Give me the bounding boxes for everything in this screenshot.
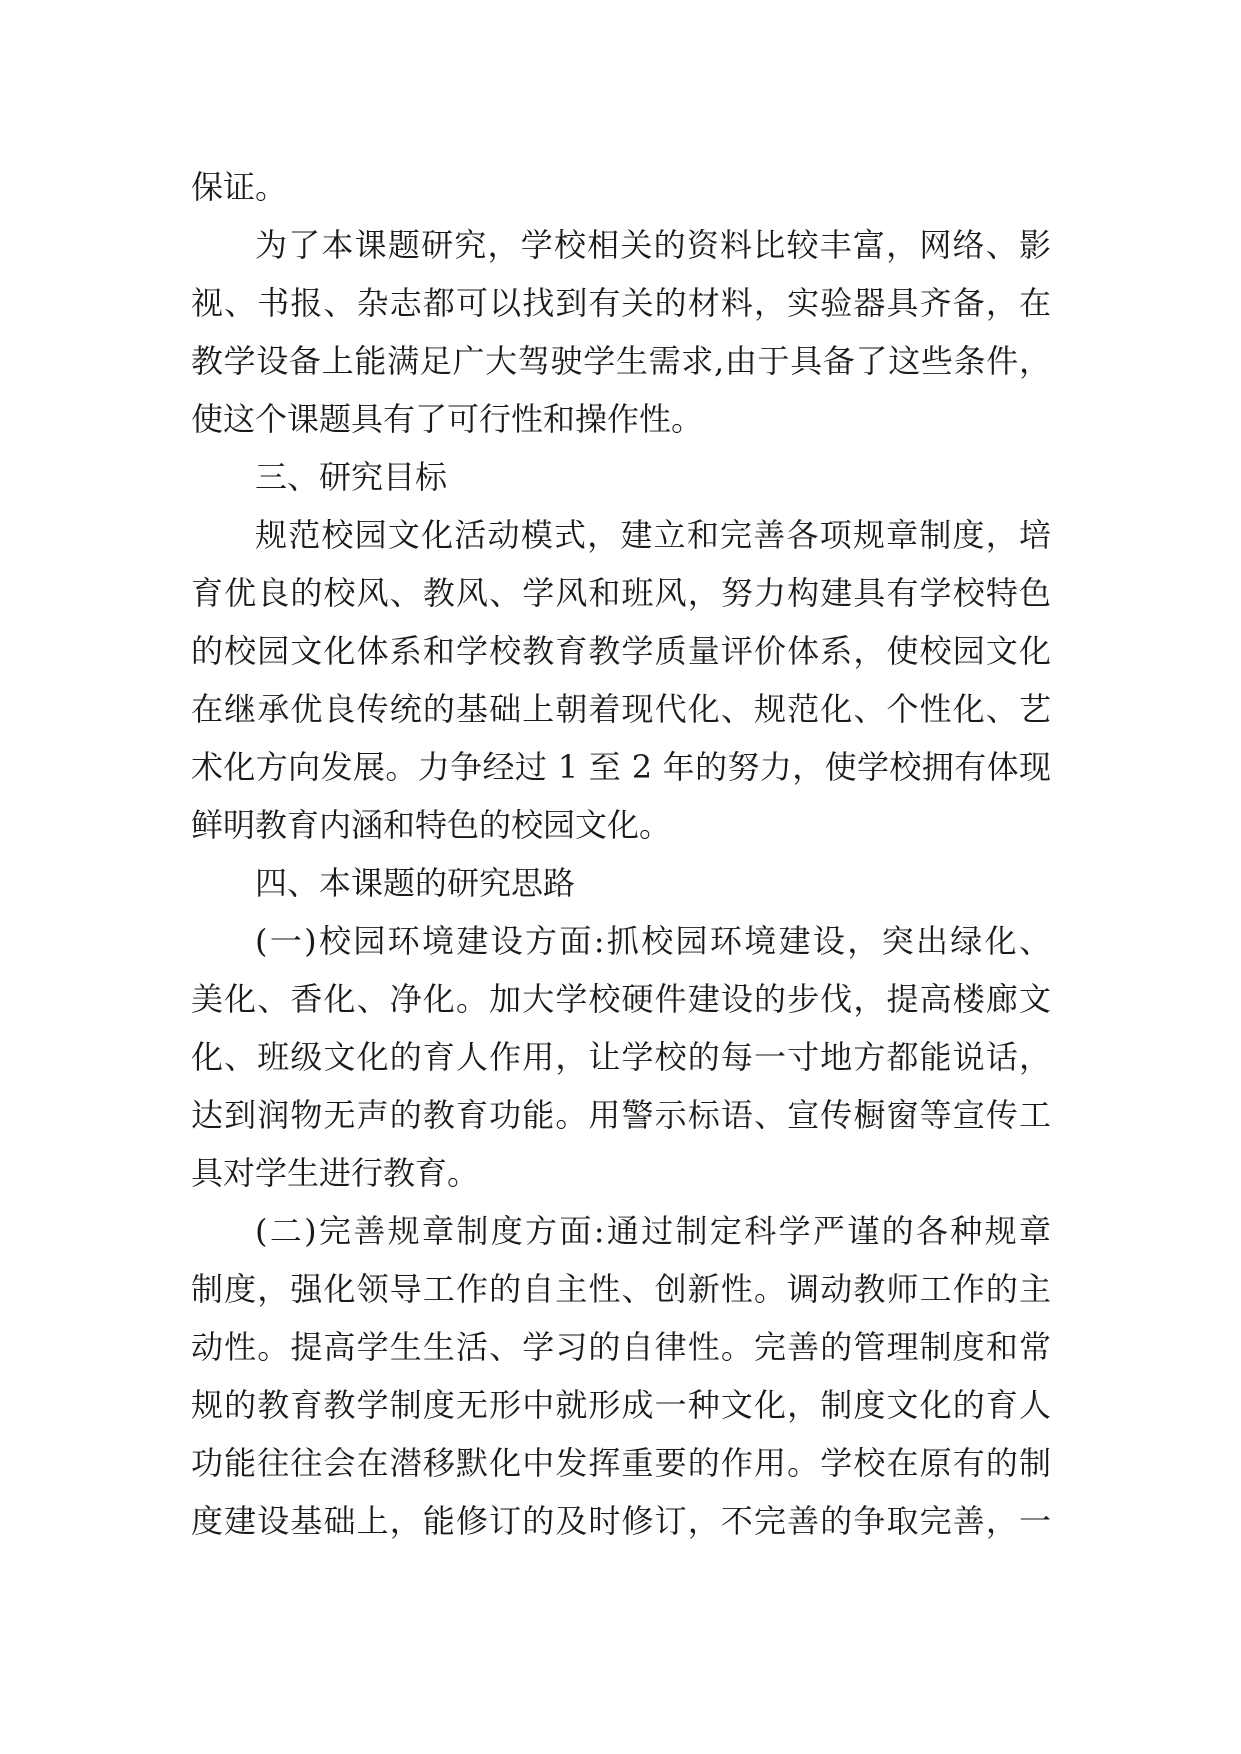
text-line: 术化方向发展。力争经过 1 至 2 年的努力，使学校拥有体现: [191, 748, 1051, 786]
text-line: 使这个课题具有了可行性和操作性。: [191, 400, 704, 438]
document-body: [191, 158, 1051, 1550]
text-line: 保证。: [191, 168, 288, 206]
text-line: 具对学生进行教育。: [191, 1154, 480, 1192]
text-line: 化、班级文化的育人作用，让学校的每一寸地方都能说话，: [191, 1038, 1051, 1076]
text-line: 度建设基础上，能修订的及时修订，不完善的争取完善，一: [191, 1502, 1051, 1540]
text-line: 功能往往会在潜移默化中发挥重要的作用。学校在原有的制: [191, 1444, 1051, 1482]
text-line: 动性。提高学生生活、学习的自律性。完善的管理制度和常: [191, 1328, 1051, 1366]
text-line: 在继承优良传统的基础上朝着现代化、规范化、个性化、艺: [191, 690, 1051, 728]
text-line: 为了本课题研究，学校相关的资料比较丰富，网络、影: [255, 226, 1051, 264]
text-line: 鲜明教育内涵和特色的校园文化。: [191, 806, 672, 844]
text-line: 制度，强化领导工作的自主性、创新性。调动教师工作的主: [191, 1270, 1051, 1308]
text-line: 视、书报、杂志都可以找到有关的材料，实验器具齐备，在: [191, 284, 1051, 322]
text-line: 美化、香化、净化。加大学校硬件建设的步伐，提高楼廊文: [191, 980, 1051, 1018]
text-line: 育优良的校风、教风、学风和班风，努力构建具有学校特色: [191, 574, 1051, 612]
text-line: (一)校园环境建设方面:抓校园环境建设，突出绿化、: [255, 922, 1051, 960]
section-heading: 三、研究目标: [255, 458, 448, 496]
text-line: (二)完善规章制度方面:通过制定科学严谨的各种规章: [255, 1212, 1051, 1250]
section-heading: 四、本课题的研究思路: [255, 864, 576, 902]
text-line: 教学设备上能满足广大驾驶学生需求,由于具备了这些条件，: [191, 342, 1051, 380]
text-line: 的校园文化体系和学校教育教学质量评价体系，使校园文化: [191, 632, 1051, 670]
text-line: 规的教育教学制度无形中就形成一种文化，制度文化的育人: [191, 1386, 1051, 1424]
text-line: 规范校园文化活动模式，建立和完善各项规章制度，培: [255, 516, 1051, 554]
text-line: 达到润物无声的教育功能。用警示标语、宣传橱窗等宣传工: [191, 1096, 1051, 1134]
